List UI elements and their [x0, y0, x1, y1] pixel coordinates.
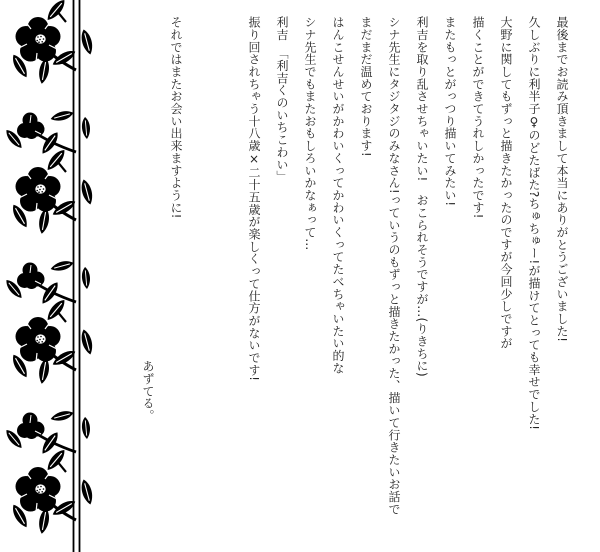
- afterword-line: 描くことができてうれしかったです!: [471, 16, 485, 219]
- afterword-line: シナ先生でもまたおもしろいかなぁって…: [303, 16, 317, 251]
- afterword-line: はんこせんせいがかわいくってかわいくってたべちゃいたい的な: [331, 16, 345, 375]
- afterword-line: 利吉 「利吉くのいちこわい」: [275, 16, 289, 183]
- closing-line: それではまたお会い出来ますように!: [169, 16, 183, 219]
- camellia-flower-border-icon: [0, 0, 100, 552]
- afterword-line: またもっとがっつり描いてみたい!: [443, 16, 457, 207]
- afterword-line: まだまだ温めております!: [359, 16, 373, 158]
- afterword-line: シナ先生にタジタジのみなさん!っていうのもずっと描きたかった、描いて行きたいお話で: [387, 16, 401, 516]
- afterword-line: 大野に関してもずっと描きたかったのですが今回少しですが: [499, 16, 513, 350]
- afterword-text: [130, 0, 600, 552]
- afterword-line: 振り回されちゃう十八歳×二十五歳が楽しくって仕方がないです!: [247, 16, 261, 382]
- signature: あずてる。: [141, 360, 155, 422]
- afterword-line: 最後までお読み頂きまして本当にありがとうございました!: [555, 16, 569, 343]
- afterword-line: 利吉を取り乱させちゃいたい! おこられそうですが…(りきちに): [415, 16, 429, 378]
- afterword-line: 久しぶりに利半子♀のどたばた?ちゅちゅー!が描けてとっても幸せでした!: [527, 16, 541, 431]
